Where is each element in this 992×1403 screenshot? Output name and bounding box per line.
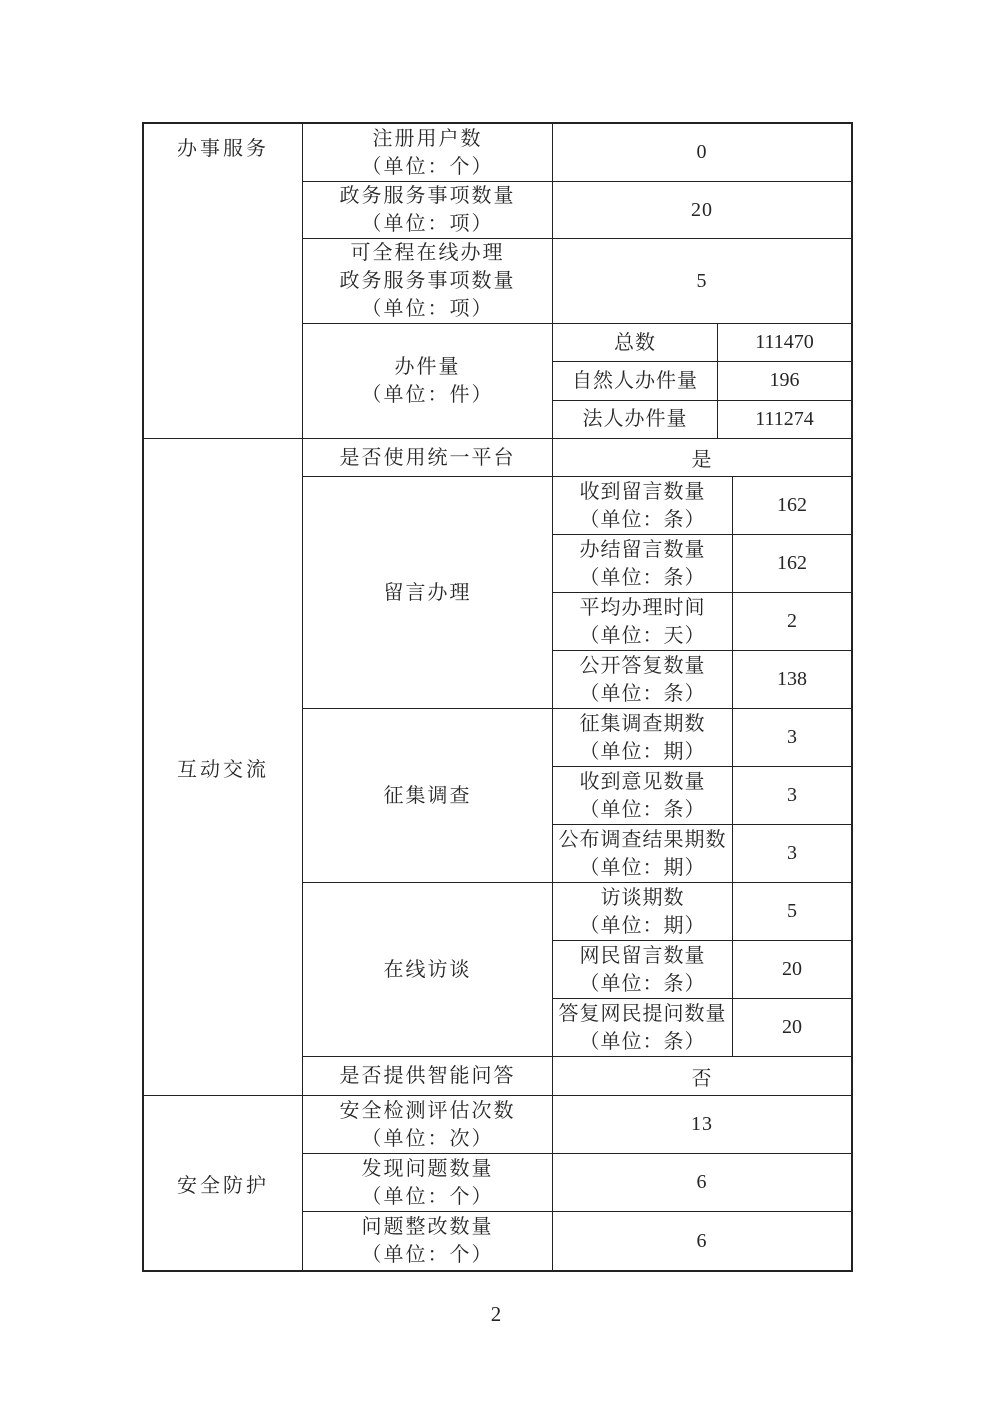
message-handling-subrows (553, 477, 851, 708)
subrow-value: 162 (777, 552, 807, 574)
label-line: 答复网民提问数量 (558, 1002, 727, 1025)
subrow-value: 20 (782, 958, 802, 980)
section-anquan-fanghu (144, 1096, 851, 1270)
subrow-label (553, 999, 733, 1056)
row-online-service-items (303, 239, 851, 324)
label-line: 公开答复数量 (579, 654, 706, 677)
unit-line: （单位：条） (579, 798, 706, 821)
row-label (303, 477, 553, 708)
subrow-value: 2 (787, 610, 797, 632)
row-label (303, 124, 553, 181)
row-unified-platform (303, 439, 851, 477)
group-label: 互动交流 (177, 758, 269, 781)
unit-line: （单位：件） (361, 384, 494, 406)
subrow-legal-person (553, 401, 851, 438)
section-banshi-fuwu (144, 124, 851, 439)
unit-line: （单位：项） (361, 213, 494, 235)
label-line: 办结留言数量 (579, 538, 706, 561)
row-survey-collection (303, 709, 851, 883)
label-line: 注册用户数 (372, 127, 483, 150)
subrow-label: 总数 (553, 324, 718, 361)
row-value: 是 (691, 449, 713, 471)
subrow-value: 196 (769, 369, 800, 392)
unit-line: （单位：次） (361, 1127, 494, 1150)
label-line: 政务服务事项数量 (339, 270, 516, 292)
label-line: 收到意见数量 (579, 770, 706, 793)
unit-line: （单位：期） (579, 740, 706, 763)
label-line: 发现问题数量 (361, 1157, 494, 1180)
section-rows (303, 124, 851, 438)
unit-line: （单位：项） (361, 298, 494, 320)
subrow-value: 111470 (755, 331, 814, 354)
page-number: 2 (490, 1302, 502, 1326)
subrow-value: 162 (777, 494, 807, 516)
subrow-interview-periods (553, 883, 851, 941)
row-problems-found (303, 1154, 851, 1212)
unit-line: （单位：条） (579, 508, 706, 531)
subrow-label (553, 767, 733, 824)
unit-line: （单位：条） (579, 566, 706, 589)
subrow-value: 111274 (755, 407, 814, 430)
row-label (303, 1096, 553, 1153)
subrow-label (553, 709, 733, 766)
label-line: 是否提供智能问答 (339, 1065, 516, 1087)
subrow-results-published (553, 825, 851, 882)
label-line: 可全程在线办理 (350, 242, 505, 264)
subrow-average-handling-time (553, 593, 851, 651)
subrow-label (553, 825, 733, 882)
subrow-messages-received (553, 477, 851, 535)
subrow-value: 138 (777, 668, 807, 690)
row-online-interview (303, 883, 851, 1057)
row-registered-users (303, 124, 851, 182)
unit-line: （单位：个） (361, 1244, 494, 1266)
unit-line: （单位：个） (361, 155, 494, 178)
subrow-label (553, 593, 733, 650)
label-line: 网民留言数量 (579, 944, 706, 967)
subrow-value: 3 (787, 726, 797, 748)
row-label (303, 883, 553, 1056)
subrow-messages-completed (553, 535, 851, 593)
unit-line: （单位：期） (579, 914, 706, 937)
label-line: 留言办理 (383, 581, 472, 604)
group-label: 安全防护 (177, 1174, 269, 1197)
subrow-questions-answered (553, 999, 851, 1056)
subrow-total (553, 324, 851, 362)
label-line: 征集调查 (383, 784, 472, 807)
row-label (303, 1154, 553, 1211)
subrow-value: 5 (787, 900, 797, 922)
label-line: 平均办理时间 (579, 596, 706, 619)
survey-subrows (553, 709, 851, 882)
row-value: 0 (696, 141, 708, 163)
case-volume-subrows (553, 324, 851, 438)
subrow-value: 3 (787, 784, 797, 806)
subrow-public-replies (553, 651, 851, 708)
label-line: 访谈期数 (600, 886, 685, 909)
subrow-label: 自然人办件量 (553, 362, 718, 399)
unit-line: （单位：天） (579, 624, 706, 647)
subrow-label (553, 535, 733, 592)
row-problems-rectified (303, 1212, 851, 1270)
row-label (303, 239, 553, 323)
report-table (142, 122, 853, 1272)
row-value: 否 (691, 1067, 713, 1090)
section-rows (303, 439, 851, 1095)
label-line: 是否使用统一平台 (339, 446, 516, 469)
row-case-volume (303, 324, 851, 438)
row-label (303, 709, 553, 882)
row-label (303, 324, 553, 438)
label-line: 征集调查期数 (579, 712, 706, 735)
unit-line: （单位：条） (579, 1030, 706, 1053)
label-line: 公布调查结果期数 (558, 828, 727, 851)
subrow-label (553, 883, 733, 940)
row-value: 13 (691, 1113, 713, 1135)
subrow-value: 3 (787, 842, 797, 864)
section-hudong-jiaoliu (144, 439, 851, 1096)
row-value: 6 (696, 1229, 708, 1252)
row-label (303, 439, 553, 476)
label-line: 安全检测评估次数 (339, 1099, 516, 1122)
subrow-natural-person (553, 362, 851, 400)
row-security-assessments (303, 1096, 851, 1154)
row-smart-qa (303, 1057, 851, 1095)
row-value: 5 (696, 269, 708, 292)
unit-line: （单位：个） (361, 1185, 494, 1208)
label-line: 在线访谈 (383, 958, 472, 981)
row-service-items (303, 182, 851, 239)
subrow-survey-periods (553, 709, 851, 767)
row-label (303, 1212, 553, 1270)
interview-subrows (553, 883, 851, 1056)
subrow-label (553, 477, 733, 534)
group-cell-banshi-fuwu (144, 124, 303, 438)
label-line: 政务服务事项数量 (339, 185, 516, 207)
section-rows (303, 1096, 851, 1270)
subrow-netizen-messages (553, 941, 851, 999)
unit-line: （单位：条） (579, 682, 706, 705)
group-cell-hudong-jiaoliu (144, 439, 303, 1095)
subrow-value: 20 (782, 1016, 802, 1038)
subrow-label: 法人办件量 (553, 401, 718, 438)
unit-line: （单位：条） (579, 972, 706, 995)
label-line: 收到留言数量 (579, 480, 706, 503)
row-label (303, 182, 553, 238)
subrow-label (553, 651, 733, 708)
row-value: 6 (696, 1171, 708, 1193)
row-message-handling (303, 477, 851, 709)
group-cell-anquan-fanghu (144, 1096, 303, 1270)
label-line: 办件量 (394, 356, 461, 378)
row-label (303, 1057, 553, 1095)
group-label: 办事服务 (177, 138, 269, 160)
subrow-opinions-received (553, 767, 851, 825)
row-value: 20 (691, 198, 713, 221)
unit-line: （单位：期） (579, 856, 706, 879)
label-line: 问题整改数量 (361, 1216, 494, 1238)
subrow-label (553, 941, 733, 998)
